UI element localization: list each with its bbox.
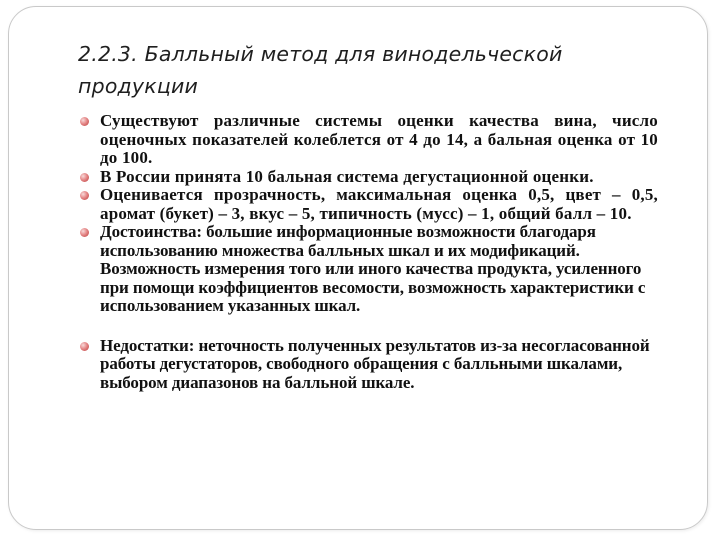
bullet-item xyxy=(78,186,658,223)
bullet-icon xyxy=(80,191,89,200)
slide-title: 2.2.3. Балльный метод для винодельческой продукции xyxy=(78,42,563,98)
bullet-text: В России принята 10 бальная система дегустационной оценки. xyxy=(100,166,594,186)
bullet-icon xyxy=(80,173,89,182)
bullet-item xyxy=(78,112,658,168)
bullet-icon xyxy=(80,117,89,126)
bullet-text: Оценивается прозрачность, максимальная оценка 0,5, цвет – 0,5, аромат (букет) – 3, вкус – 5, типичность (мусс) – 1, общий балл – 10. xyxy=(100,185,658,223)
bullet-icon xyxy=(80,228,89,237)
bullet-item xyxy=(78,223,658,316)
bullet-item xyxy=(78,168,658,187)
bullet-icon xyxy=(80,342,89,351)
bullet-item xyxy=(78,337,658,393)
bullet-text: Существуют различные системы оценки качества вина, число оценочных показателей колеблется от 4 до 14, а бальная оценка от 10 до 100. xyxy=(100,111,658,167)
bullet-text: Недостатки: неточность полученных результатов из-за несогласованной работы дегустаторов, свободного обращения с балльными шкалами, выбором диапазонов на балльной шкале. xyxy=(100,335,650,392)
bullet-list xyxy=(78,112,658,392)
bullet-text: Достоинства: большие информационные возможности благодаря использованию множества балльных шкал и их модификаций. Возможность измерения того или иного качества продукта, усиленного при помощи коэффициентов весомости, возможность характеристики с использованием указанных шкал. xyxy=(100,222,646,315)
